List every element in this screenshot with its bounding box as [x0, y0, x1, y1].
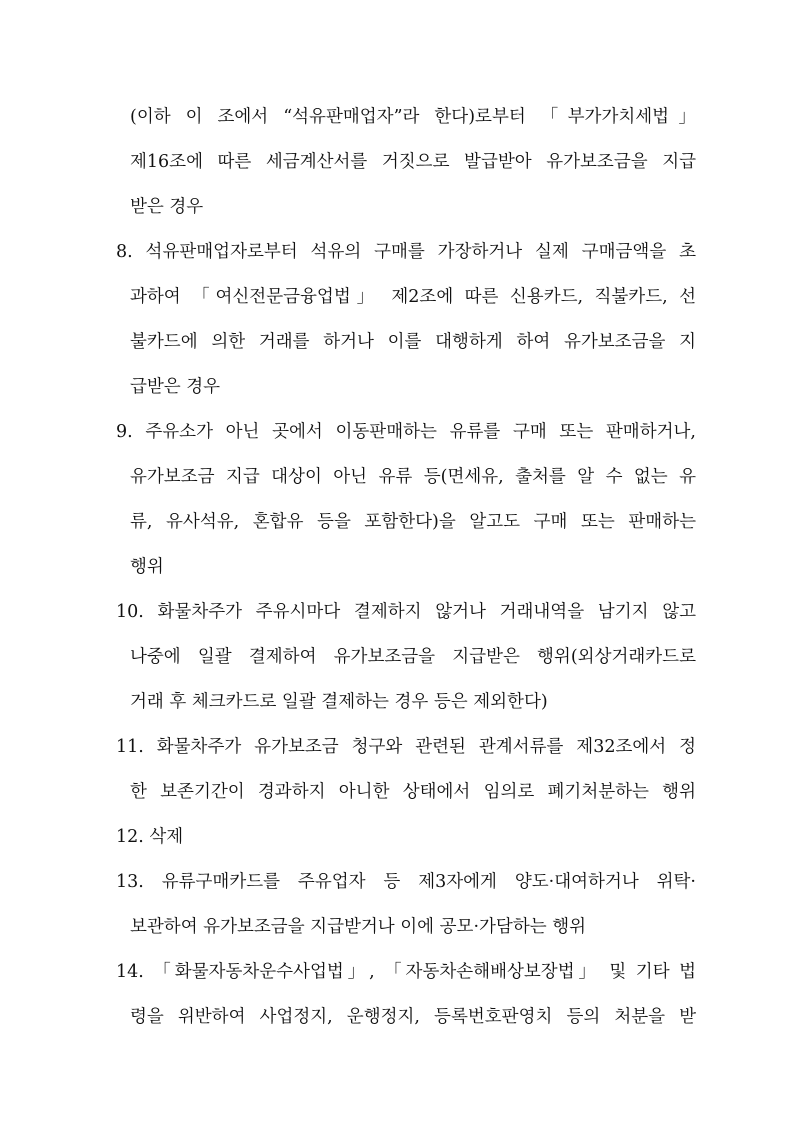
- text-line-19: 보관하여 유가보조금을 지급받거나 이에 공모·가담하는 행위: [130, 917, 586, 937]
- text-line-10: 류, 유사석유, 혼합유 등을 포함한다)을 알고도 구매 또는 판매하는: [130, 512, 696, 532]
- text-line-3: 받은 경우: [130, 197, 204, 217]
- text-line-2: 제16조에 따른 세금계산서를 거짓으로 발급받아 유가보조금을 지급: [130, 152, 696, 172]
- list-item-12: 12. 삭제: [116, 827, 184, 847]
- text-line-1: (이하 이 조에서 “석유판매업자”라 한다)로부터 「부가가치세법」: [130, 107, 696, 127]
- list-item-10: 10. 화물차주가 주유시마다 결제하지 않거나 거래내역을 남기지 않고: [116, 602, 696, 622]
- list-item-13: 13. 유류구매카드를 주유업자 등 제3자에게 양도·대여하거나 위탁·: [116, 872, 696, 892]
- text-line-5: 과하여 「여신전문금융업법」 제2조에 따른 신용카드, 직불카드, 선: [130, 287, 696, 307]
- list-item-11: 11. 화물차주가 유가보조금 청구와 관련된 관계서류를 제32조에서 정: [116, 737, 696, 757]
- text-line-9: 유가보조금 지급 대상이 아닌 유류 등(면세유, 출처를 알 수 없는 유: [130, 467, 696, 487]
- list-item-14: 14. 「화물자동차운수사업법」, 「자동차손해배상보장법」 및 기타 법: [116, 962, 696, 982]
- text-line-11: 행위: [130, 557, 164, 577]
- text-line-16: 한 보존기간이 경과하지 아니한 상태에서 임의로 폐기처분하는 행위: [130, 782, 696, 802]
- text-line-21: 령을 위반하여 사업정지, 운행정지, 등록번호판영치 등의 처분을 받: [130, 1007, 696, 1027]
- text-line-14: 거래 후 체크카드로 일괄 결제하는 경우 등은 제외한다): [130, 692, 548, 712]
- text-line-6: 불카드에 의한 거래를 하거나 이를 대행하게 하여 유가보조금을 지: [130, 332, 696, 352]
- list-item-9: 9. 주유소가 아닌 곳에서 이동판매하는 유류를 구매 또는 판매하거나,: [116, 422, 696, 442]
- text-line-13: 나중에 일괄 결제하여 유가보조금을 지급받은 행위(외상거래카드로: [130, 647, 696, 667]
- list-item-8: 8. 석유판매업자로부터 석유의 구매를 가장하거나 실제 구매금액을 초: [116, 242, 696, 262]
- text-line-7: 급받은 경우: [130, 377, 221, 397]
